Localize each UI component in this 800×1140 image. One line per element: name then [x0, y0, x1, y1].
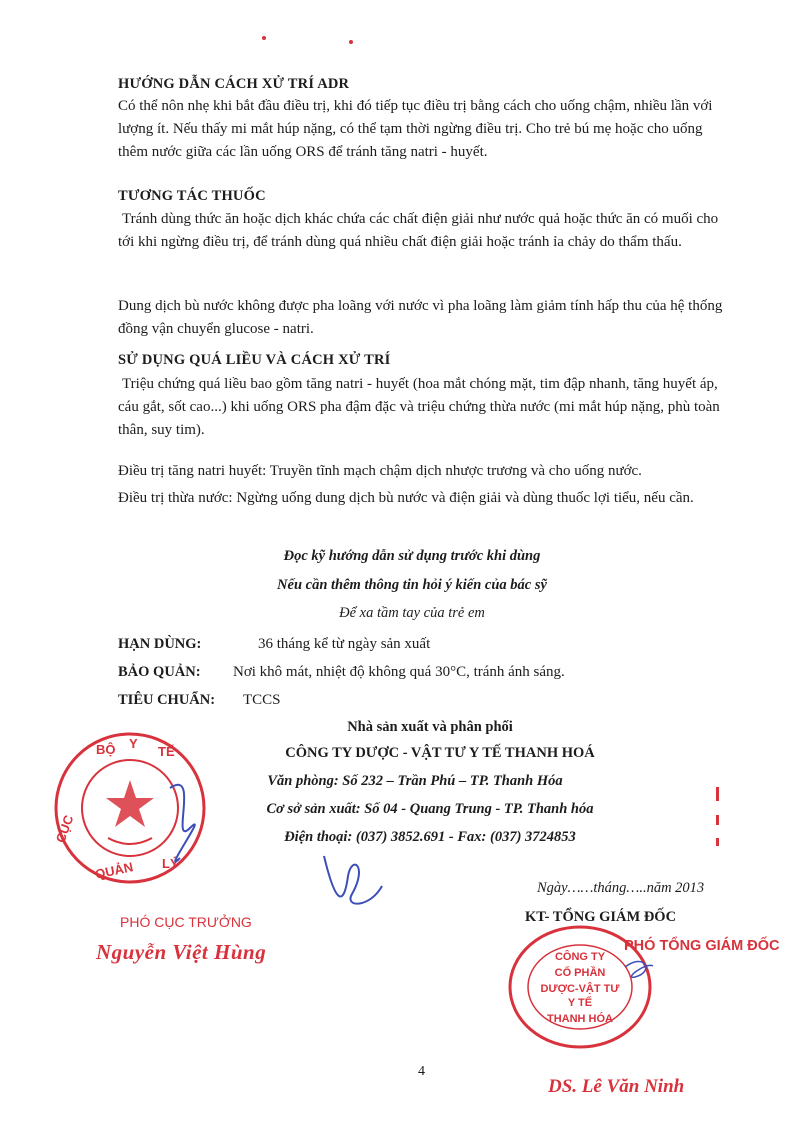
section-paragraph: Tránh dùng thức ăn hoặc dịch khác chứa các chất điện giải như nước quả hoặc thức ăn có muối cho tới khi ngừng điều trị, để tránh dùng quá nhiều chất điện giải hoặc tránh ỉa chảy do thẩm thấu. — [118, 211, 719, 250]
company-seal-line: Y TẾ — [567, 997, 593, 1009]
section-paragraph: Triệu chứng quá liều bao gồm tăng natri - huyết (hoa mắt chóng mặt, tim đập nhanh, tăng huyết áp, cáu gắt, sốt cao...) khi uống ORS pha đậm đặc và triệu chứng thừa nước (mi mắt húp nặng, phù toàn thân, suy tim). — [118, 376, 720, 438]
section-paragraph: Có thể nôn nhẹ khi bắt đầu điều trị, khi đó tiếp tục điều trị bằng cách cho uống chậm, nhiều lần với lượng ít. Nếu thấy mi mắt húp nặng, có thể tạm thời ngừng điều trị. Cho trẻ bú mẹ hoặc cho uống thêm nước giữa các lần uống ORS để tránh tăng natri - huyết. — [118, 98, 713, 160]
section-paragraph: Dung dịch bù nước không được pha loãng với nước vì pha loãng làm giảm tính hấp thu của hệ thống đồng vận chuyển glucose - natri. — [118, 298, 723, 337]
manufacturer-office: Văn phòng: Số 232 – Trần Phú – TP. Thanh Hóa — [267, 773, 563, 789]
seal-word: Y — [129, 736, 138, 751]
speck-2 — [349, 40, 353, 44]
notice-read-instructions: Đọc kỹ hướng dẫn sử dụng trước khi dùng — [283, 548, 541, 564]
section-heading-interaction: TƯƠNG TÁC THUỐC — [118, 188, 266, 204]
manufacturer-phone: Điện thoại: (037) 3852.691 - Fax: (037) 3724853 — [284, 829, 576, 845]
seal-ministry-stamp — [50, 728, 210, 888]
company-seal-line: THANH HÓA — [547, 1013, 613, 1025]
company-seal-line: CÔNG TY — [554, 951, 606, 963]
seal-word: BỘ — [96, 742, 116, 757]
margin-mark — [716, 787, 719, 801]
manufacturer-company: CÔNG TY DƯỢC - VẬT TƯ Y TẾ THANH HOÁ — [285, 745, 595, 761]
info-value-standard: TCCS — [243, 692, 281, 708]
info-value-storage: Nơi khô mát, nhiệt độ không quá 30°C, tránh ánh sáng. — [233, 664, 565, 680]
manufacturer-facility: Cơ sở sản xuất: Số 04 - Quang Trung - TP. Thanh hóa — [266, 801, 594, 817]
company-seal-line: CỔ PHẦN — [554, 967, 606, 979]
right-signer-role-2: PHÓ TỔNG GIÁM ĐỐC — [624, 938, 780, 954]
margin-mark — [716, 815, 719, 825]
info-value-expiry: 36 tháng kể từ ngày sản xuất — [258, 636, 431, 652]
seal-word: QUẢN — [93, 859, 135, 882]
left-signer-name: Nguyễn Việt Hùng — [96, 940, 267, 964]
seal-word: LÝ — [162, 856, 179, 871]
section-paragraph: Điều trị thừa nước: Ngừng uống dung dịch bù nước và điện giải và dùng thuốc lợi tiểu, nếu cần. — [118, 490, 694, 506]
page-number: 4 — [418, 1064, 425, 1079]
company-seal-line: DƯỢC-VẬT TƯ — [540, 983, 620, 995]
seal-company-stamp — [505, 922, 655, 1052]
info-label-storage: BẢO QUẢN: — [118, 664, 201, 680]
seal-word: CỤC — [52, 813, 77, 845]
info-label-expiry: HẠN DÙNG: — [118, 636, 202, 652]
margin-mark — [716, 838, 719, 846]
section-heading-adr: HƯỚNG DẪN CÁCH XỬ TRÍ ADR — [118, 76, 350, 92]
manufacturer-intro: Nhà sản xuất và phân phối — [347, 719, 513, 735]
right-signer-role: KT- TỔNG GIÁM ĐỐC — [525, 909, 677, 925]
signature-scribble — [318, 846, 388, 914]
section-paragraph: Điều trị tăng natri huyết: Truyền tĩnh mạch chậm dịch nhược trương và cho uống nước. — [118, 463, 642, 479]
info-label-standard: TIÊU CHUẨN: — [118, 692, 216, 708]
notice-ask-doctor: Nếu cần thêm thông tin hỏi ý kiến của bác sỹ — [277, 577, 547, 593]
date-line: Ngày……tháng…..năm 2013 — [537, 880, 705, 896]
notice-keep-away: Để xa tầm tay của trẻ em — [339, 605, 485, 621]
section-heading-overdose: SỬ DỤNG QUÁ LIỀU VÀ CÁCH XỬ TRÍ — [118, 352, 391, 368]
speck-1 — [262, 36, 266, 40]
left-signer-title: PHÓ CỤC TRƯỞNG — [120, 914, 252, 930]
seal-word: TẾ — [158, 744, 175, 759]
right-signer-name: DS. Lê Văn Ninh — [548, 1076, 685, 1097]
